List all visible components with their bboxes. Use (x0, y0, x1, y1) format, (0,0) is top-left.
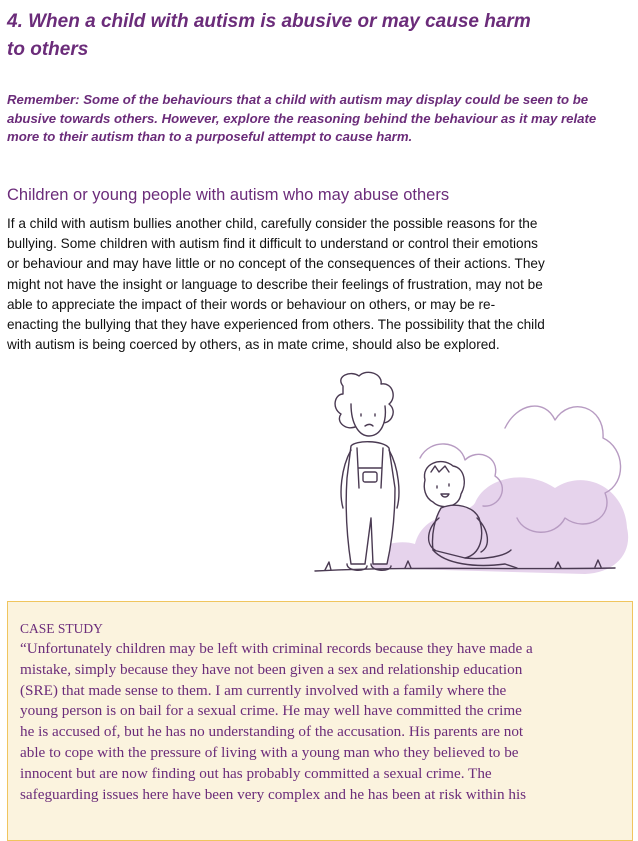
case-study-line: “Unfortunately children may be left with criminal records because they have made a (20, 640, 533, 657)
section-heading-line-1: 4. When a child with autism is abusive or may cause harm (7, 11, 531, 32)
body-line: with autism is being coerced by others, as in mate crime, should also be explored. (7, 337, 500, 353)
case-study-line: able to cope with the pressure of living with a young man who they believed to be (20, 743, 519, 761)
case-study-line: young person is on bail for a sexual crime. He may well have committed the crime (20, 702, 522, 720)
body-line: or behaviour and may have little or no concept of the consequences of their actions. They (7, 256, 545, 272)
case-study-line: safeguarding issues here have been very complex and he has been at risk within his (20, 785, 527, 803)
body-line: able to appreciate the impact of their words or behaviour on others, or may be re- (7, 296, 496, 312)
case-study-line: innocent but are now finding out has probably committed a sexual crime. The (20, 764, 492, 782)
case-study-box (7, 601, 633, 841)
section-heading (7, 8, 627, 64)
children-illustration (255, 368, 635, 590)
reminder-paragraph: Remember: Some of the behaviours that a child with autism may display could be seen to be abusive towards others. However, explore the reasoning behind the behaviour as it may relate more to their autism than to a purposeful attempt to cause harm. (7, 92, 597, 144)
section-heading-line-2: to others (7, 39, 89, 60)
case-study-line: (SRE) that made sense to them. I am currently involved with a family where the (20, 681, 507, 699)
body-line: might not have the insight or language to describe their feelings of frustration, may not be (7, 276, 543, 292)
sitting-child-body (432, 505, 481, 558)
case-study-line: mistake, simply because they have not been given a sex and relationship education (20, 660, 523, 678)
standing-child-face (351, 404, 385, 436)
body-line: enacting the bullying that they have experienced from others. The possibility that the child (7, 317, 545, 333)
standing-child-body (346, 442, 395, 564)
case-study-text (20, 639, 624, 805)
body-line: If a child with autism bullies another child, carefully consider the possible reasons for the (7, 216, 538, 231)
sitting-child-head (424, 462, 464, 507)
background-wash (372, 477, 628, 574)
body-line: bullying. Some children with autism find it difficult to understand or control their emotions (7, 236, 538, 252)
case-study-line: he is accused of, but he has no understanding of the accusation. His parents are not (20, 723, 524, 741)
subheading: Children or young people with autism who may abuse others (7, 186, 450, 204)
body-paragraph (7, 214, 633, 355)
case-study-label: CASE STUDY (20, 621, 103, 636)
